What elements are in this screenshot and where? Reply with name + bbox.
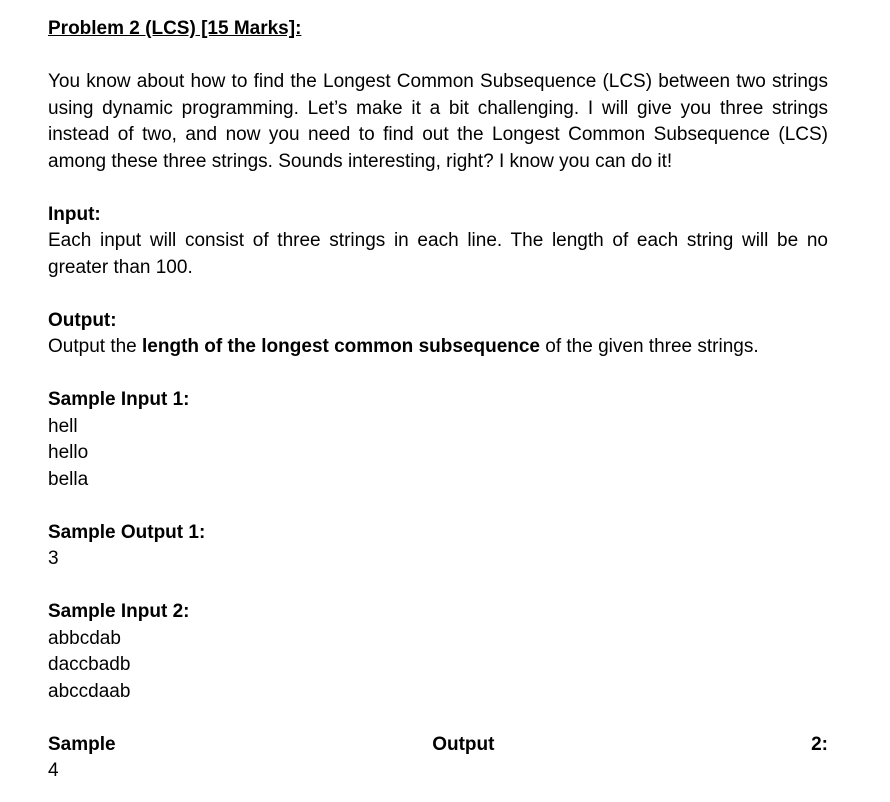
output-emphasis: length of the longest common subsequence bbox=[142, 336, 540, 357]
sample-input-2-line: abccdaab bbox=[48, 680, 131, 702]
sample-input-2-heading: Sample Input 2: bbox=[48, 601, 190, 622]
sample-output-2-word: 2: bbox=[811, 733, 828, 755]
spacer bbox=[48, 573, 828, 600]
problem-title: Problem 2 (LCS) [15 Marks]: bbox=[48, 18, 302, 39]
spacer bbox=[48, 175, 828, 202]
sample-output-1-value: 3 bbox=[48, 548, 59, 569]
intro-line: strings instead of two, and now you need to find out the Longest Common Subsequence bbox=[48, 97, 829, 145]
sample-input-1-heading: Sample Input 1: bbox=[48, 389, 190, 410]
output-heading: Output: bbox=[48, 309, 117, 331]
sample-output-2-word: Output bbox=[432, 733, 495, 755]
sample-output-1-heading: Sample Output 1: bbox=[48, 521, 206, 543]
spacer bbox=[48, 43, 828, 70]
spacer bbox=[48, 493, 828, 520]
output-description bbox=[48, 334, 828, 361]
intro-line: (LCS) among these three strings. Sounds interesting, right? I know you can do it! bbox=[48, 124, 828, 172]
sample-output-2-word: Sample bbox=[48, 733, 116, 755]
sample-output-2-heading bbox=[48, 732, 828, 759]
intro-paragraph bbox=[48, 69, 828, 175]
problem-content bbox=[48, 16, 828, 785]
input-heading: Input: bbox=[48, 203, 101, 225]
sample-input-2-line: daccbadb bbox=[48, 654, 131, 675]
output-suffix: of the given three strings. bbox=[540, 336, 759, 357]
sample-output-2-value: 4 bbox=[48, 760, 59, 781]
intro-line: strings using dynamic programming. Let’s make it a bit challenging. I will give you three bbox=[48, 71, 828, 119]
sample-input-1-line: hell bbox=[48, 415, 78, 437]
spacer bbox=[48, 705, 828, 732]
spacer bbox=[48, 281, 828, 308]
sample-input-1-line: bella bbox=[48, 468, 89, 490]
sample-input-1-line: hello bbox=[48, 442, 89, 463]
spacer bbox=[48, 361, 828, 388]
output-prefix: Output the bbox=[48, 336, 143, 357]
intro-line: You know about how to find the Longest Common Subsequence (LCS) between two bbox=[48, 71, 766, 92]
input-line: Each input will consist of three strings in each line. The length of each string will be no bbox=[48, 230, 828, 251]
input-line: greater than 100. bbox=[48, 256, 193, 278]
input-description bbox=[48, 228, 828, 281]
sample-input-2-line: abbcdab bbox=[48, 627, 121, 649]
